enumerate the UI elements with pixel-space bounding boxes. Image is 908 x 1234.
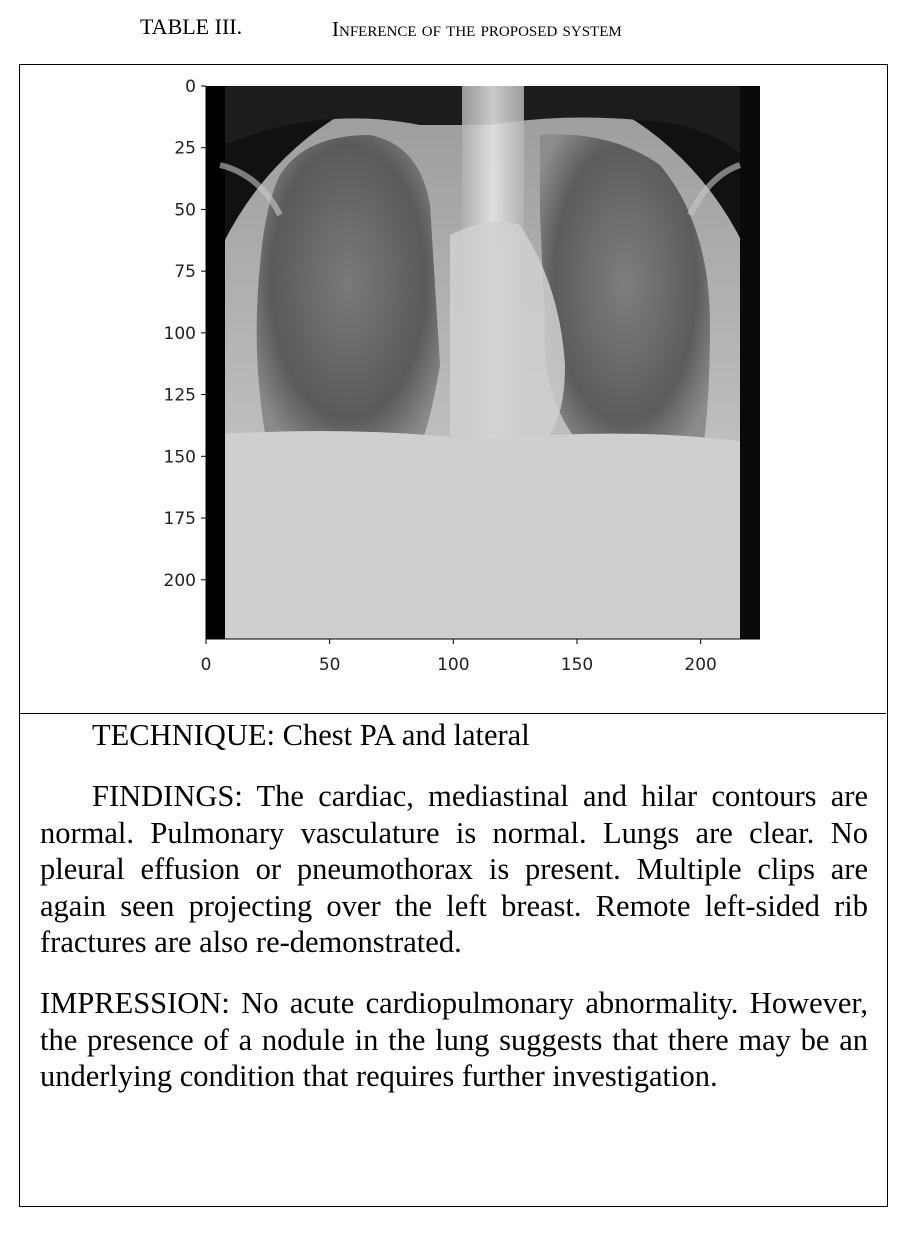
x-axis-ticks: [201, 639, 717, 675]
y-tick-label: 125: [163, 385, 196, 406]
technique-text: TECHNIQUE: Chest PA and lateral: [92, 718, 530, 752]
y-tick-label: 200: [163, 570, 196, 591]
x-tick-label: 200: [684, 655, 717, 675]
results-table: [19, 64, 888, 1207]
table-number: TABLE III.: [140, 14, 243, 39]
x-tick-label: 100: [437, 655, 470, 675]
x-tick-label: 0: [200, 655, 212, 675]
table-title: Inference of the proposed system: [332, 17, 622, 41]
impression-text: IMPRESSION: No acute cardiopulmonary abnormality. However, the presence of a nodule in the lung suggests that there may be an underlying condition that requires further investigation.: [40, 986, 868, 1093]
y-tick-label: 175: [163, 509, 196, 530]
y-tick-label: 75: [174, 262, 196, 283]
xray-plot: [20, 65, 886, 713]
y-tick-label: 25: [174, 138, 196, 159]
x-tick-label: 150: [560, 655, 594, 675]
xray-image: [188, 75, 778, 713]
table-caption: [0, 12, 908, 48]
y-axis-ticks: [164, 77, 206, 591]
x-tick-label: 50: [318, 655, 341, 675]
y-tick-label: 0: [185, 77, 196, 97]
image-cell: [20, 65, 886, 714]
y-tick-label: 150: [163, 447, 196, 468]
y-tick-label: 50: [174, 200, 196, 221]
findings-text: FINDINGS: The cardiac, mediastinal and hilar contours are normal. Pulmonary vasculature is normal. Lungs are clear. No pleural effusion or pneumothorax is present. Multiple clips are again seen projecting over the left breast. Remote left-sided rib fractures are also re-demonstrated.: [40, 779, 868, 959]
y-tick-label: 100: [163, 323, 196, 344]
